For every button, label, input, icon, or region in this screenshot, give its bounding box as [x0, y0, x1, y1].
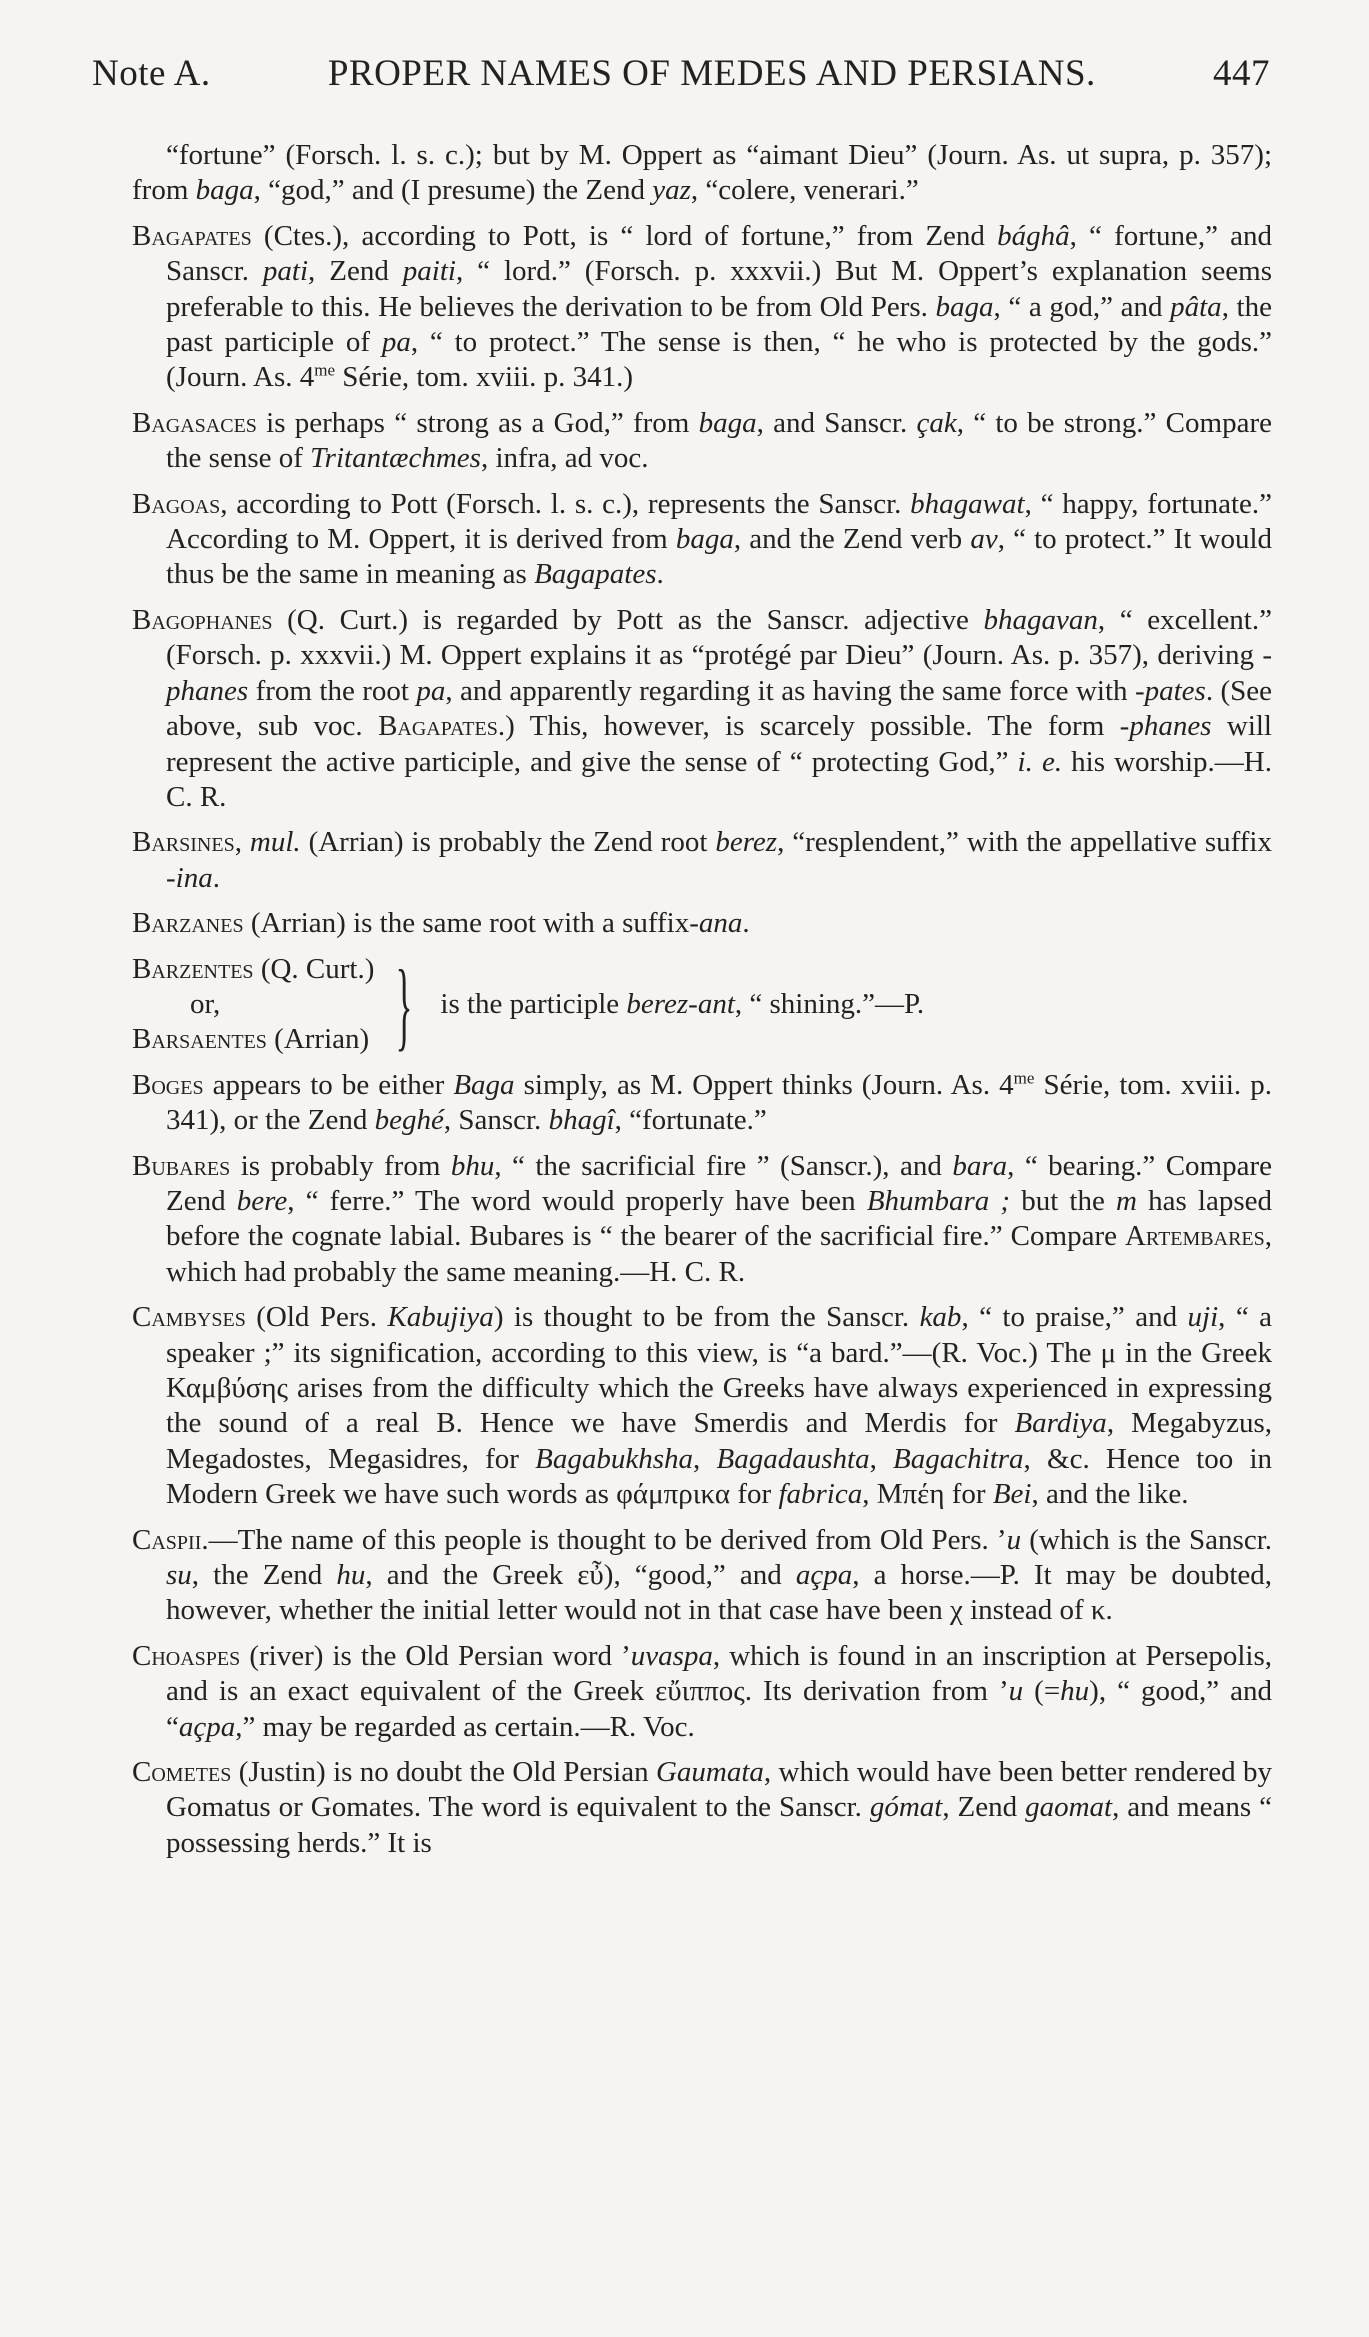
text-run: , “ bearing.” Compare Zend: [166, 1149, 1272, 1217]
text-run: , and the Zend verb: [733, 523, 971, 556]
glossary-entry: [132, 906, 1272, 941]
italic-term: pâta: [1170, 290, 1222, 323]
entry-head: Bagasaces: [132, 406, 257, 439]
italic-term: baga: [195, 174, 254, 207]
running-header: [92, 52, 1270, 96]
superscript: me: [1013, 1068, 1035, 1088]
text-run: , “ a god,” and: [993, 290, 1171, 323]
text-run: ,: [869, 1442, 894, 1475]
text-run: , “ shining.”—P.: [734, 987, 925, 1020]
italic-term: Bagabukhsha: [535, 1442, 694, 1475]
brace-explanation: [440, 987, 1272, 1022]
cross-reference: Artembares: [1124, 1220, 1265, 1253]
italic-term: baga: [675, 523, 734, 556]
text-run: , “ ferre.” The word would properly have been: [287, 1184, 867, 1217]
text-run: , “ to praise,” and: [961, 1301, 1188, 1334]
italic-term: uvaspa: [630, 1639, 713, 1672]
brace-name-2: [132, 1022, 374, 1057]
italic-term: paiti: [402, 255, 456, 288]
italic-term: berez-ant: [626, 987, 735, 1020]
text-run: .: [212, 861, 220, 894]
italic-term: açpa: [178, 1710, 236, 1743]
italic-term: hu: [1060, 1675, 1090, 1708]
brace-entry: [132, 948, 1272, 1060]
italic-term: bhagavan: [983, 603, 1098, 636]
italic-term: bhagî: [548, 1104, 615, 1137]
text-run: his worship.—H. C. R.: [166, 745, 1272, 813]
italic-term: bhagawat: [910, 487, 1025, 520]
text-run: ,” may be regarded as certain.—R. Voc.: [235, 1710, 695, 1743]
text-run: , the Zend: [191, 1559, 337, 1592]
text-run: , “ happy, fortunate.” According to M. Oppert, it is derived from: [166, 487, 1272, 556]
page-number: 447: [1213, 53, 1270, 94]
header-title: PROPER NAMES OF MEDES AND PERSIANS.: [327, 53, 1096, 94]
text-run: Série, tom. xviii. p. 341.): [335, 361, 634, 394]
text-run: .) This, however, is scarcely possible. The form: [497, 710, 1120, 743]
italic-term: beghé: [374, 1104, 444, 1137]
text-run: (Justin) is no doubt the Old Persian: [231, 1756, 656, 1789]
italic-term: i. e.: [1017, 745, 1063, 778]
italic-term: Kabujiya: [387, 1301, 494, 1334]
curly-brace-icon: }: [395, 948, 413, 1060]
text-run: , and the like.: [1031, 1478, 1189, 1511]
header-note-label: Note A.: [92, 53, 211, 94]
italic-term: su: [166, 1559, 192, 1592]
text-run: , “resplendent,” with the appellative suffix: [777, 826, 1272, 859]
cross-reference: Bagapates: [378, 710, 498, 743]
text-run: , “ to protect.” The sense is then, “ he who is protected by the gods.” (Journ. As. 4: [166, 326, 1273, 394]
entry-head: Bagapates: [132, 219, 252, 252]
text-run: . (See above, sub voc.: [166, 674, 1273, 743]
text-run: , according to Pott (Forsch. l. s. c.), represents the Sanscr.: [220, 487, 911, 520]
text-run: .: [656, 558, 664, 591]
italic-term: Tritantæchmes: [310, 442, 481, 475]
text-run: (Arrian) is probably the Zend root: [300, 826, 716, 859]
text-run: , “ fortune,” and Sanscr.: [166, 219, 1272, 288]
text-run: , and apparently regarding it as having the same force with: [445, 674, 1135, 707]
text-run: , “ to protect.” It would thus be the same in meaning as: [166, 523, 1273, 591]
italic-term: Bardiya: [1014, 1407, 1107, 1440]
italic-term: baga: [698, 406, 757, 439]
entry-head: Barzanes: [132, 907, 244, 940]
italic-term: pati: [262, 255, 309, 288]
italic-term: Bhumbara ;: [866, 1184, 1011, 1217]
italic-term: gaomat: [1025, 1791, 1113, 1824]
entry-source: (Q. Curt.): [253, 952, 375, 985]
italic-term: Baga: [453, 1068, 515, 1101]
text-run: ) is thought to be from the Sanscr.: [493, 1301, 920, 1334]
italic-term: yaz: [652, 174, 691, 207]
entry-head: Bubares: [132, 1149, 231, 1182]
text-run: , Zend: [308, 255, 403, 288]
text-run: (Arrian) is the same root with a suffix-: [243, 907, 699, 940]
italic-term: pa: [416, 674, 446, 707]
entry-head: Caspii: [132, 1523, 202, 1556]
text-run: appears to be either: [203, 1068, 454, 1101]
entry-head: Choaspes: [132, 1639, 241, 1672]
text-run: Série, tom. xviii. p. 341), or the Zend: [166, 1068, 1272, 1137]
text-run: , Sanscr.: [443, 1104, 549, 1137]
text-run: , the past participle of: [166, 290, 1272, 359]
text-run: from the root: [248, 674, 417, 707]
italic-term: bara: [952, 1149, 1008, 1182]
text-run: , “ the sacrificial fire ” (Sanscr.), and: [494, 1149, 953, 1182]
text-run: , “ excellent.” (Forsch. p. xxxvii.) M. Oppert explains it as “protégé par Dieu” (Journ. As. p. 357), deriving: [166, 603, 1272, 672]
italic-term: baga: [935, 290, 994, 323]
text-run: (river) is the Old Persian word ’: [240, 1639, 631, 1672]
italic-term: Gaumata: [655, 1756, 764, 1789]
glossary-entry: [132, 603, 1272, 815]
text-run: (which is the Sanscr.: [1021, 1523, 1273, 1556]
italic-term: Bagapates: [534, 558, 657, 591]
glossary-entry: [132, 1639, 1272, 1745]
brace-or: or,: [190, 987, 221, 1020]
text-run: , and means “ possessing herds.” It is: [166, 1791, 1272, 1859]
entry-head: Cometes: [132, 1756, 232, 1789]
text-run: , “ lord.” (Forsch. p. xxxvii.) But M. Oppert’s explanation seems preferable to this. He believes the derivation to be from Old Pers.: [166, 255, 1273, 323]
entry-head: Bagophanes: [132, 603, 273, 636]
superscript: me: [314, 360, 336, 380]
italic-term: bághâ: [997, 219, 1070, 252]
entry-head: Barsines: [132, 826, 235, 859]
text-run: , Megabyzus, Megadostes, Megasidres, for: [166, 1407, 1273, 1475]
italic-term: gómat: [869, 1791, 943, 1824]
text-run: .: [742, 907, 750, 940]
text-run: but the: [1010, 1184, 1116, 1217]
brace-name-1: [132, 952, 374, 987]
italic-term: Bagachitra: [893, 1442, 1024, 1475]
text-run: , infra, ad voc.: [480, 442, 649, 475]
text-run: will represent the active participle, and give the sense of “ protecting God,”: [166, 710, 1272, 778]
entry-head: Cambyses: [132, 1301, 246, 1334]
italic-term: fabrica: [778, 1478, 863, 1511]
glossary-entry: [132, 1523, 1272, 1629]
italic-term: -phanes: [1119, 710, 1212, 743]
text-run: , Μπέη for: [862, 1478, 993, 1511]
text-run: (Ctes.), according to Pott, is “ lord of fortune,” from Zend: [251, 219, 998, 252]
italic-term: berez: [715, 826, 778, 859]
text-run: , which would have been better rendered by Gomatus or Gomates. The word is equivalent to the Sanscr.: [166, 1756, 1272, 1824]
text-run: (Old Pers.: [245, 1301, 388, 1334]
text-run: , “ to be strong.” Compare the sense of: [166, 406, 1272, 475]
italic-term: u: [1008, 1675, 1024, 1708]
text-run: ,: [234, 826, 250, 859]
glossary-entry: [132, 1755, 1272, 1861]
italic-term: çak: [916, 406, 957, 439]
italic-term: uji: [1187, 1301, 1219, 1334]
glossary-entry: [132, 825, 1272, 896]
italic-term: bere: [236, 1184, 288, 1217]
text-run: has lapsed before the cognate labial. Bubares is “ the bearer of the sacrificial fire.” Compare: [166, 1184, 1272, 1253]
text-run: , Zend: [942, 1791, 1026, 1824]
text-run: , a horse.—P. It may be doubted, however, whether the initial letter would not in that case have been χ instead of κ.: [166, 1559, 1273, 1627]
text-run: , “god,” and (I presume) the Zend: [253, 174, 653, 207]
entries-group-1: [132, 138, 1272, 942]
glossary-entry: [132, 138, 1272, 209]
text-run: is perhaps “ strong as a God,” from: [256, 406, 699, 439]
entry-head: Bagoas: [132, 487, 221, 520]
entry-head: Barzentes: [132, 952, 254, 985]
italic-term: u: [1006, 1523, 1022, 1556]
entry-source: (Arrian): [266, 1023, 370, 1056]
italic-term: -pates: [1134, 674, 1206, 707]
text-run: , which is found in an inscription at Persepolis, and is an exact equivalent of the Greek εὔιππος. Its derivation from ’: [166, 1639, 1272, 1708]
text-run: , &c. Hence too in Modern Greek we have such words as φάμπρικα for: [166, 1442, 1273, 1511]
italic-term: mul.: [249, 826, 301, 859]
entry-head: Boges: [132, 1068, 204, 1101]
page-body: [132, 138, 1272, 1871]
text-run: ,: [693, 1442, 717, 1475]
italic-term: m: [1116, 1184, 1137, 1217]
text-run: .—The name of this people is thought to be derived from Old Pers. ’: [201, 1523, 1007, 1556]
glossary-entry: [132, 1300, 1272, 1512]
text-run: “fortune” (Forsch. l. s. c.); but by M. Oppert as “aimant Dieu” (Journ. As. ut supra, p. 357); from: [132, 139, 1272, 207]
text-run: , “fortunate.”: [614, 1104, 767, 1137]
text-run: simply, as M. Oppert thinks (Journ. As. 4: [514, 1068, 1014, 1101]
glossary-entry: [132, 487, 1272, 593]
italic-term: hu: [336, 1559, 366, 1592]
text-run: , which had probably the same meaning.—H. C. R.: [166, 1220, 1272, 1288]
text-run: , “colere, venerari.”: [690, 174, 919, 207]
glossary-entry: [132, 406, 1272, 477]
glossary-entry: [132, 219, 1272, 396]
text-run: is the participle: [440, 987, 627, 1020]
italic-term: kab: [919, 1301, 962, 1334]
brace-names: [132, 952, 374, 1058]
text-run: (=: [1023, 1675, 1061, 1708]
text-run: is probably from: [230, 1149, 451, 1182]
text-run: (Q. Curt.) is regarded by Pott as the Sanscr. adjective: [272, 603, 984, 636]
italic-term: av: [970, 523, 998, 556]
italic-term: açpa: [795, 1559, 853, 1592]
text-run: , and Sanscr.: [756, 406, 917, 439]
italic-term: bhu: [450, 1149, 495, 1182]
entries-group-2: [132, 1068, 1272, 1862]
italic-term: -phanes: [166, 639, 1272, 707]
italic-term: Bei: [992, 1478, 1032, 1511]
text-run: , “ a speaker ;” its signification, according to this view, is “a bard.”—(R. Voc.) The μ in the Greek Καμβύσης arises from the difficulty which the Greeks have always experienced in expressing the sound of a real B. Hence we have Smerdis and Merdis for: [166, 1301, 1272, 1440]
italic-term: -ina: [166, 861, 213, 894]
glossary-entry: [132, 1149, 1272, 1291]
italic-term: pa: [381, 326, 411, 359]
text-run: , and the Greek εὖ), “good,” and: [365, 1559, 796, 1592]
entry-head: Barsaentes: [132, 1023, 267, 1056]
italic-term: Bagadaushta: [716, 1442, 870, 1475]
text-run: ), “ good,” and “: [166, 1675, 1272, 1743]
italic-term: ana: [698, 907, 743, 940]
glossary-entry: [132, 1068, 1272, 1139]
